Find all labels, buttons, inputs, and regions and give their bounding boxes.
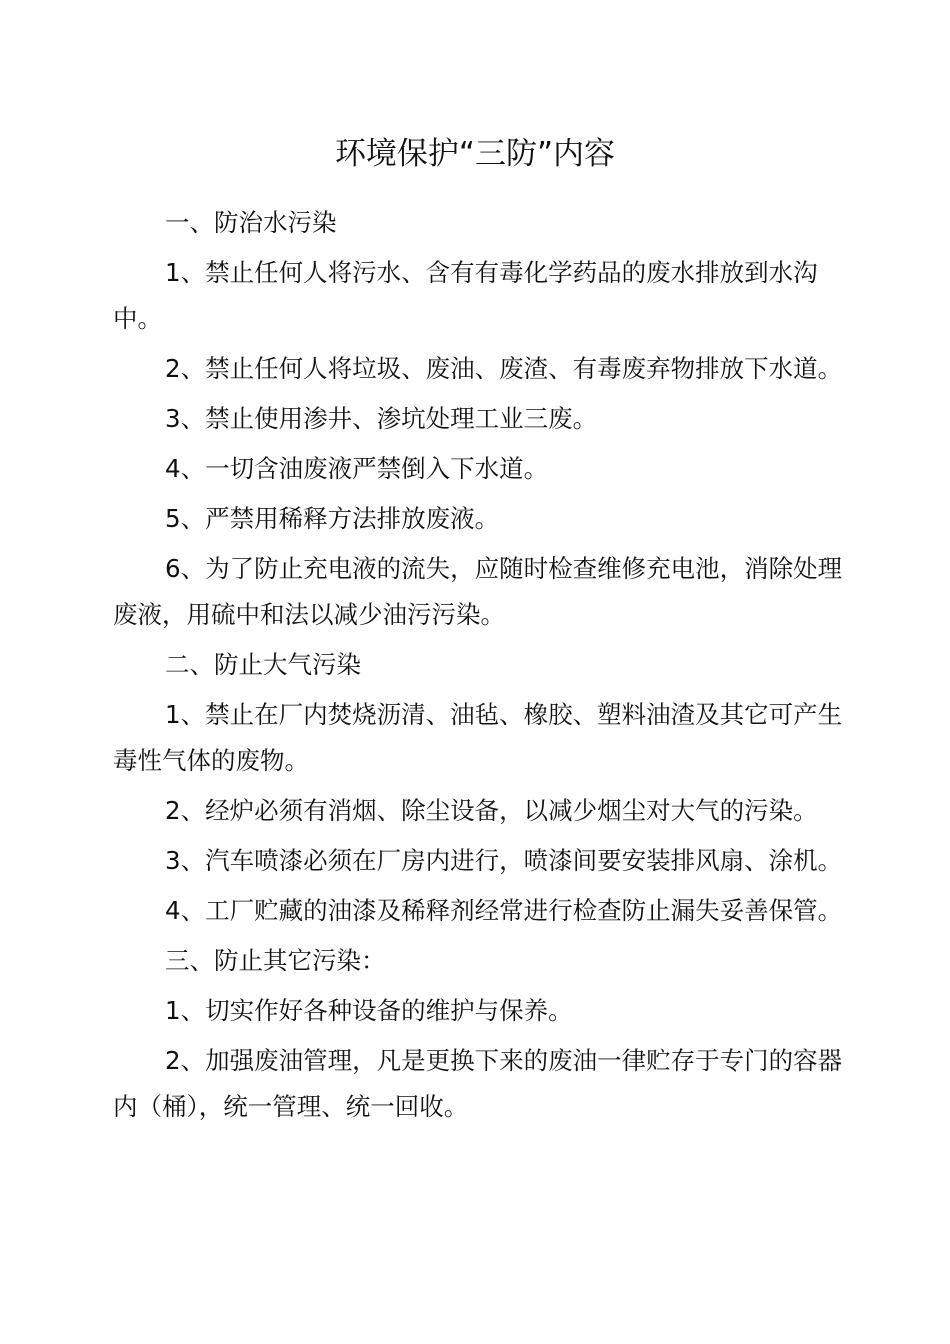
air-item-4: 4、工厂贮藏的油漆及稀释剂经常进行检查防止漏失妥善保管。 [165, 896, 843, 925]
water-item-3: 3、禁止使用渗井、渗坑处理工业三废。 [165, 404, 598, 433]
water-item-2: 2、禁止任何人将垃圾、废油、废渣、有毒废弃物排放下水道。 [165, 354, 843, 383]
document-body [113, 200, 843, 1130]
section-heading-other: 三、防止其它污染： [165, 946, 386, 975]
other-item-2: 2、加强废油管理，凡是更换下来的废油一律贮存于专门的容器内（桶），统一管理、统一回收。 [113, 1046, 843, 1121]
air-item-3: 3、汽车喷漆必须在厂房内进行，喷漆间要安装排风扇、涂机。 [165, 846, 843, 875]
water-item-6: 6、为了防止充电液的流失，应随时检查维修充电池，消除处理废液，用硫中和法以减少油污污染。 [113, 554, 843, 629]
water-item-1: 1、禁止任何人将污水、含有有毒化学药品的废水排放到水沟中。 [113, 258, 818, 333]
section-heading-water: 一、防治水污染 [165, 208, 337, 237]
air-item-2: 2、经炉必须有消烟、除尘设备，以减少烟尘对大气的污染。 [165, 796, 818, 825]
water-item-4: 4、一切含油废液严禁倒入下水道。 [165, 454, 549, 483]
air-item-1: 1、禁止在厂内焚烧沥清、油毡、橡胶、塑料油渣及其它可产生毒性气体的废物。 [113, 700, 843, 775]
document-title: 环境保护“三防”内容 [334, 136, 616, 172]
other-item-1: 1、切实作好各种设备的维护与保养。 [165, 996, 573, 1025]
section-heading-air: 二、防止大气污染 [165, 650, 361, 679]
water-item-5: 5、严禁用稀释方法排放废液。 [165, 504, 500, 533]
